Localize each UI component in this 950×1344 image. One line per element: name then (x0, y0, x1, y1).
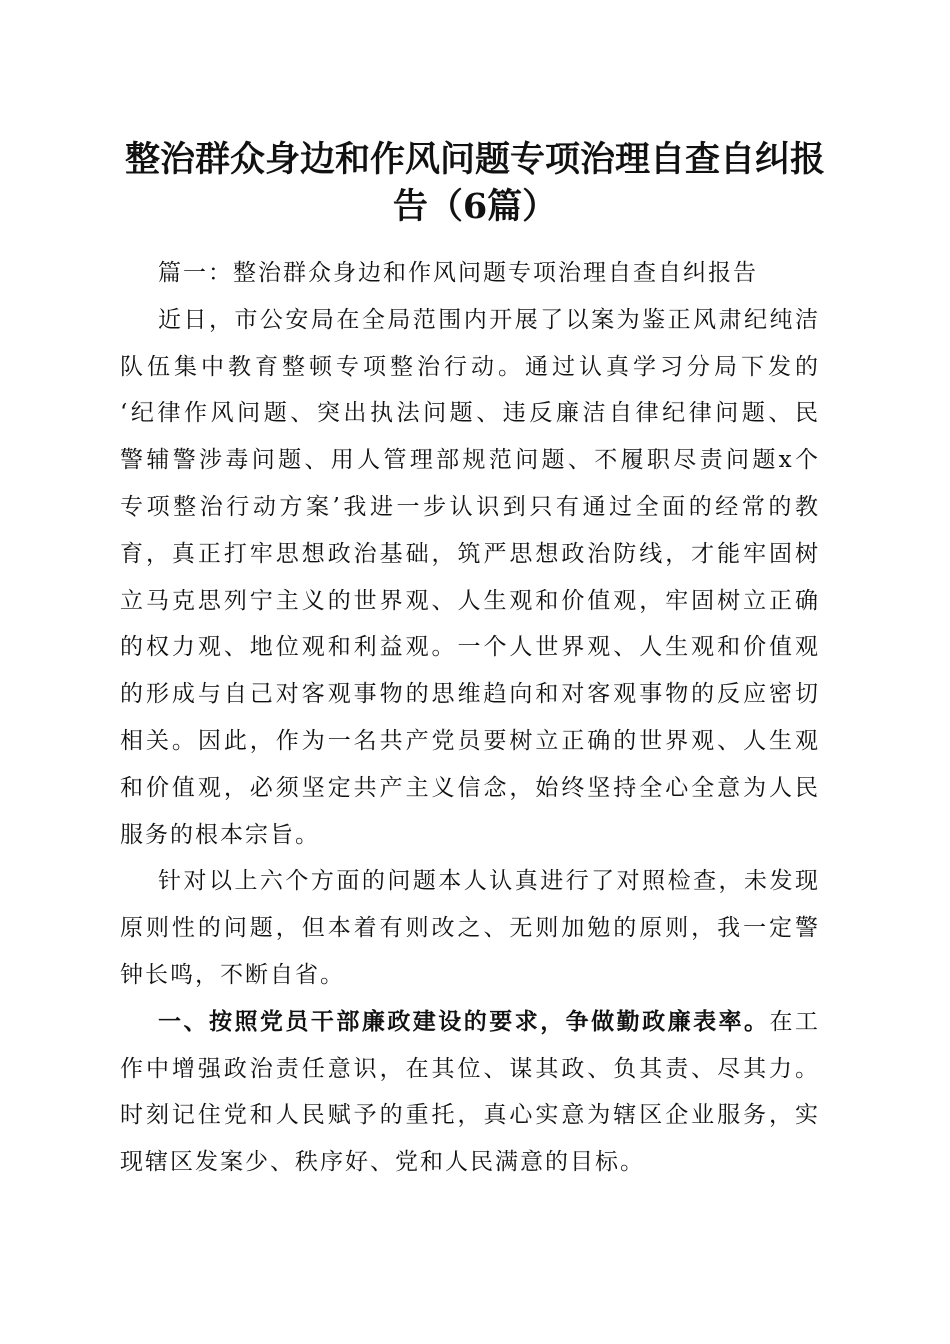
paragraph-line: 立马克思列宁主义的世界观、人生观和价值观，牢固树立正确 (120, 587, 820, 614)
section-1-first-line-rest: 在工 (769, 1008, 821, 1035)
paragraph (120, 297, 820, 859)
paragraph-line: 作中增强政治责任意识，在其位、谋其政、负其责、尽其力。 (120, 1055, 820, 1082)
paragraph-line: 的权力观、地位观和利益观。一个人世界观、人生观和价值观 (120, 634, 820, 661)
paragraph-line: 育，真正打牢思想政治基础，筑严思想政治防线，才能牢固树 (120, 540, 820, 567)
paragraph-line: 针对以上六个方面的问题本人认真进行了对照检查，未发现 (158, 868, 820, 895)
paragraph-line: 近日，市公安局在全局范围内开展了以案为鉴正风肃纪纯洁 (158, 306, 820, 333)
title-line-2: 告（6篇） (392, 186, 558, 227)
paragraph-line: 现辖区发案少、秩序好、党和人民满意的目标。 (120, 1149, 645, 1176)
section-1-first-line (120, 999, 820, 1046)
section-1 (120, 999, 820, 1186)
paragraph-line: 警辅警涉毒问题、用人管理部规范问题、不履职尽责问题x个 (120, 447, 820, 474)
section-subtitle: 篇一：整治群众身边和作风问题专项治理自查自纠报告 (158, 260, 758, 286)
paragraphs (120, 297, 820, 999)
paragraph-line: 相关。因此，作为一名共产党员要树立正确的世界观、人生观 (120, 727, 820, 754)
document-title (110, 136, 840, 230)
paragraph (120, 858, 820, 998)
section-1-lines (120, 1046, 820, 1186)
paragraph-line: 队伍集中教育整顿专项整治行动。通过认真学习分局下发的 (120, 353, 820, 380)
document-body (120, 250, 820, 1186)
paragraph-line: 服务的根本宗旨。 (120, 821, 320, 848)
paragraph-line: 原则性的问题，但本着有则改之、无则加勉的原则，我一定警 (120, 915, 820, 942)
paragraph-line: 钟长鸣，不断自省。 (120, 961, 345, 988)
section-1-heading: 一、按照党员干部廉政建设的要求，争做勤政廉表率。 (158, 1007, 770, 1035)
paragraph-line: 的形成与自己对客观事物的思维趋向和对客观事物的反应密切 (120, 681, 820, 708)
paragraph-line: 时刻记住党和人民赋予的重托，真心实意为辖区企业服务，实 (120, 1102, 820, 1129)
paragraph-line: 和价值观，必须坚定共产主义信念，始终坚持全心全意为人民 (120, 774, 820, 801)
paragraph-line: 专项整治行动方案’我进一步认识到只有通过全面的经常的教 (120, 493, 820, 520)
paragraph-line: ‘纪律作风问题、突出执法问题、违反廉洁自律纪律问题、民 (120, 400, 820, 427)
title-line-1: 整治群众身边和作风问题专项治理自查自纠报 (124, 139, 825, 180)
